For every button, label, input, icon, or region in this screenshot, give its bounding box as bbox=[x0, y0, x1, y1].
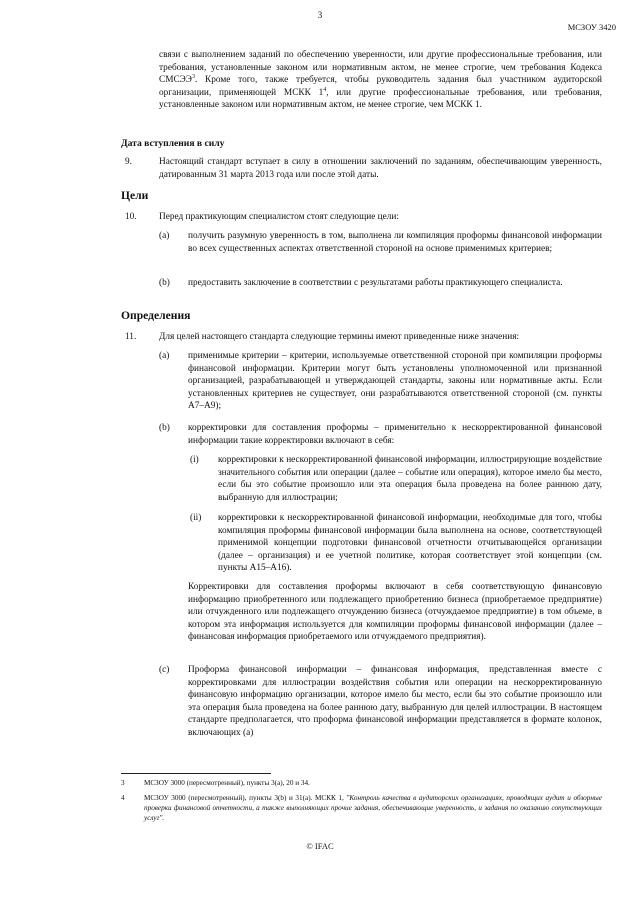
paragraph-11b-tail: Корректировки для составления проформы включают в себя соответствующую финансовую информацию приобретенного или подлежащего приобретению бизнеса (приобретаемое предприятие) или отчужденного или подлежащего отчуждению бизнеса (отчуждаемое предприятие) в том объеме, в котором эта информация используется для компиляции проформы финансовой информации (далее – финансовая информация приобретаемого или отчуждаемого предприятия). bbox=[188, 582, 602, 643]
footnote-4-number: 4 bbox=[121, 794, 125, 802]
page-number: 3 bbox=[317, 10, 323, 20]
footnote-4-text-b: "Контроль качества в аудиторских организациях, проводящих аудит и обзорные проверки финансовой отчетности, а также выполняющих прочие задания, обеспечивающие уверенность, и задания по оказанию сопутствующих услуг". bbox=[144, 794, 602, 822]
paragraph-11b-ii-label: (ii) bbox=[190, 513, 202, 523]
paragraph-11-text: Для целей настоящего стандарта следующие термины имеют приведенные ниже значения: bbox=[159, 332, 520, 342]
paragraph-10b-label: (b) bbox=[159, 278, 170, 288]
intro-text-3: , или другие профессиональные требования, или требования, установленные законом или нормативным актом, не менее строгие, чем МСКК 1. bbox=[159, 87, 602, 111]
paragraph-9-number: 9. bbox=[125, 157, 132, 167]
footnote-ref-4[interactable]: 4 bbox=[323, 86, 327, 93]
footnote-3-text: МСЗОУ 3000 (пересмотренный), пункты 3(a), 20 и 34. bbox=[144, 779, 310, 787]
footnote-4-text bbox=[144, 793, 602, 823]
intro-paragraph bbox=[159, 49, 602, 112]
paragraph-11a-text: применимые критерии – критерии, используемые ответственной стороной при компиляции проформы финансовой информации. Критерии могут быть установлены уполномоченной или признанной организацией, разрабатывающей и утверждающей стандарты, законы или нормативные акты. Если установленных критериев не существует, они разрабатываются ответственной стороной (см. пункты А7–А9); bbox=[188, 351, 602, 412]
objectives-heading: Цели bbox=[121, 189, 149, 202]
paragraph-10-number: 10. bbox=[125, 212, 137, 222]
paragraph-11b-text: корректировки для составления проформы – применительно к нескорректированной финансовой информации такие корректировки включают в себя: bbox=[188, 423, 602, 446]
paragraph-10b-text: предоставить заключение в соответствии с результатами работы практикующего специалиста. bbox=[188, 278, 563, 288]
definitions-heading: Определения bbox=[121, 309, 191, 322]
paragraph-11c-label: (c) bbox=[159, 665, 170, 675]
intro-text-2: . Кроме того, также требуется, чтобы руководитель задания был участником аудиторской организации, применяющей МСКК 1 bbox=[159, 75, 602, 98]
paragraph-11c-text: Проформа финансовой информации – финансовая информация, представленная вместе с корректировками для иллюстрации воздействия события или операции на нескорректированную финансовую информацию организации, которое имело бы место, если бы это событие произошло или эта операция была проведена на более раннюю дату, выбранную для целей иллюстрации. В настоящем стандарте предполагается, что проформа финансовой информации представляется в формате колонок, включающих (a) bbox=[188, 665, 602, 738]
footnote-3-number: 3 bbox=[121, 779, 125, 787]
paragraph-11-number: 11. bbox=[125, 332, 137, 342]
intro-text: связи с выполнением заданий по обеспечению уверенности, или другие профессиональные требования, или требования, установленные законом или нормативным актом, не менее строгие, чем требования Кодекса СМСЭЭ bbox=[159, 50, 602, 86]
footnote-ref-3[interactable]: 3 bbox=[191, 74, 195, 81]
paragraph-10-text: Перед практикующим специалистом стоят следующие цели: bbox=[159, 212, 399, 222]
footnote-4-text-a: МСЗОУ 3000 (пересмотренный), пункты 3(b) и 31(a). МСКК 1, bbox=[144, 794, 347, 802]
paragraph-11a-label: (a) bbox=[159, 351, 170, 361]
footer-copyright: © IFAC bbox=[306, 841, 334, 851]
document-code: МСЗОУ 3420 bbox=[567, 22, 616, 32]
paragraph-11b-label: (b) bbox=[159, 423, 170, 433]
effective-date-heading: Дата вступления в силу bbox=[121, 138, 225, 149]
footnote-separator bbox=[121, 773, 271, 774]
paragraph-11b-i-label: (i) bbox=[190, 455, 199, 465]
paragraph-10a-label: (a) bbox=[159, 231, 170, 241]
paragraph-11b-ii-text: корректировки к нескорректированной финансовой информации, необходимые для того, чтобы компиляция проформы финансовой информации была выполнена на основе, соответствующей применимой концепции подготовки финансовой отчетности отчитывающейся организации (далее – организация) и ее учетной политике, которая соответствует этой концепции (см. пункты А15–А16). bbox=[218, 513, 602, 574]
paragraph-9-text: Настоящий стандарт вступает в силу в отношении заключений по заданиям, обеспечивающим уверенность, датированным 31 марта 2013 года или после этой даты. bbox=[159, 157, 602, 180]
paragraph-10a-text: получить разумную уверенность в том, выполнена ли компиляция проформы финансовой информации во всех существенных аспектах ответственной стороной на основе применимых критериев; bbox=[188, 231, 602, 254]
paragraph-11b-i-text: корректировки к нескорректированной финансовой информации, иллюстрирующие воздействие значительного события или операции (далее – событие или операция), которое имело бы место, если бы это событие произошло или эта операция была проведена на более раннюю дату, выбранную для иллюстрации; bbox=[218, 455, 602, 503]
